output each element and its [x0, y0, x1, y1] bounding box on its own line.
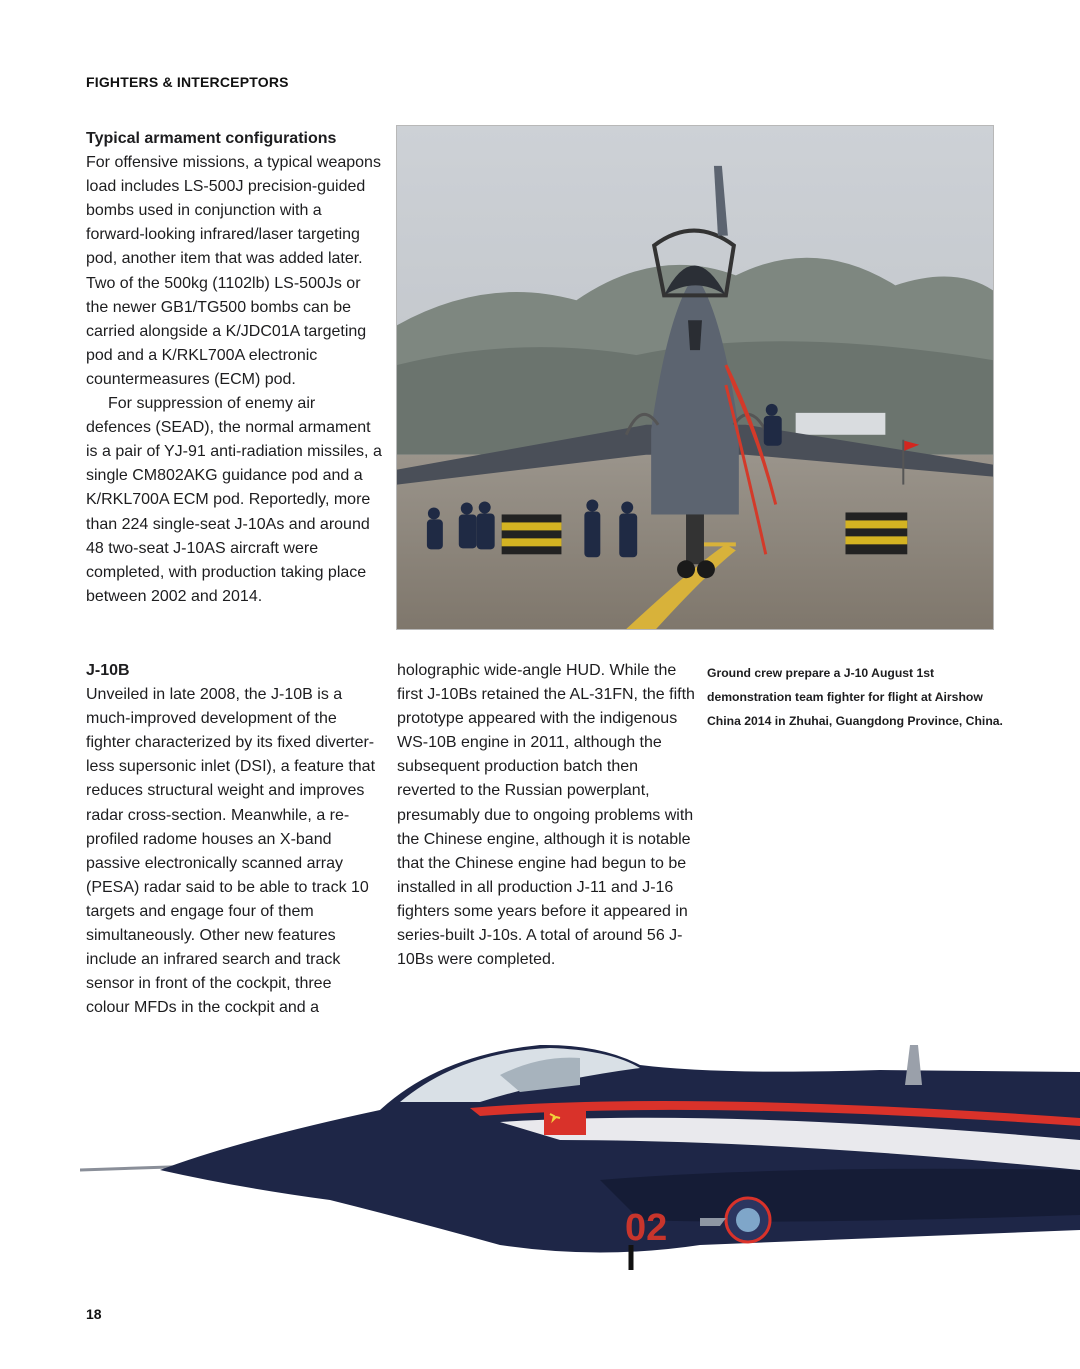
armament-paragraph-2: For suppression of enemy air defences (SEAD), the normal armament is a pair of YJ-91 anti-radiation missiles, a single CM802AKG guidance pod and a K/RKL700A ECM pod. Reportedly, more than 224 single-seat J-10As and around 48 two-seat J-10AS aircraft were completed, with production taking place between 2002 and 2014.	[86, 395, 382, 605]
photo-caption: Ground crew prepare a J-10 August 1st demonstration team fighter for flight at Airshow China 2014 in Zhuhai, Guangdong Province, China.	[707, 666, 1003, 728]
j10-profile-illustration	[80, 1030, 1080, 1300]
armament-heading: Typical armament configurations	[86, 130, 337, 147]
j10b-column-2	[397, 659, 697, 972]
j10b-paragraph-1: Unveiled in late 2008, the J-10B is a much-improved development of the fighter characterized by its fixed diverter-less supersonic inlet (DSI), a feature that reduces structural weight and improves radar cross-section. Meanwhile, a re-profiled radome houses an X-band passive electronically scanned array (PESA) radar said to be able to track 10 targets and engage four of them simultaneously. Other new features include an infrared search and track sensor in front of the cockpit, three colour MFDs in the cockpit and a	[86, 686, 376, 1017]
nose-number: 02	[625, 1207, 668, 1249]
j10b-heading: J-10B	[86, 662, 130, 679]
aircraft-side-profile	[80, 1030, 1080, 1300]
section-label: FIGHTERS & INTERCEPTORS	[86, 74, 289, 90]
flag-marking	[544, 1107, 586, 1135]
ground-crew-photo	[396, 125, 994, 630]
page-number: 18	[86, 1306, 102, 1322]
armament-column	[86, 127, 382, 609]
j10b-paragraph-2: holographic wide-angle HUD. While the first J-10Bs retained the AL-31FN, the fifth prototype appeared with the indigenous WS-10B engine in 2011, although the subsequent production batch then reverted to the Russian powerplant, presumably due to ongoing problems with the Chinese engine, although it is notable that the Chinese engine had begun to be installed in all production J-11 and J-16 fighters some years before it appeared in series-built J-10s. A total of around 56 J-10Bs were completed.	[397, 662, 695, 969]
armament-paragraph-1: For offensive missions, a typical weapons load includes LS-500J precision-guided bombs used in conjunction with a forward-looking infrared/laser targeting pod, another item that was added later. Two of the 500kg (1102lb) LS-500Js or the newer GB1/TG500 bombs can be carried alongside a K/JDC01A targeting pod and a K/RKL700A electronic countermeasures (ECM) pod.	[86, 154, 381, 388]
j10-airshow-illustration	[397, 126, 993, 629]
dorsal-antenna	[905, 1045, 922, 1085]
j10b-column-1	[86, 659, 376, 1020]
